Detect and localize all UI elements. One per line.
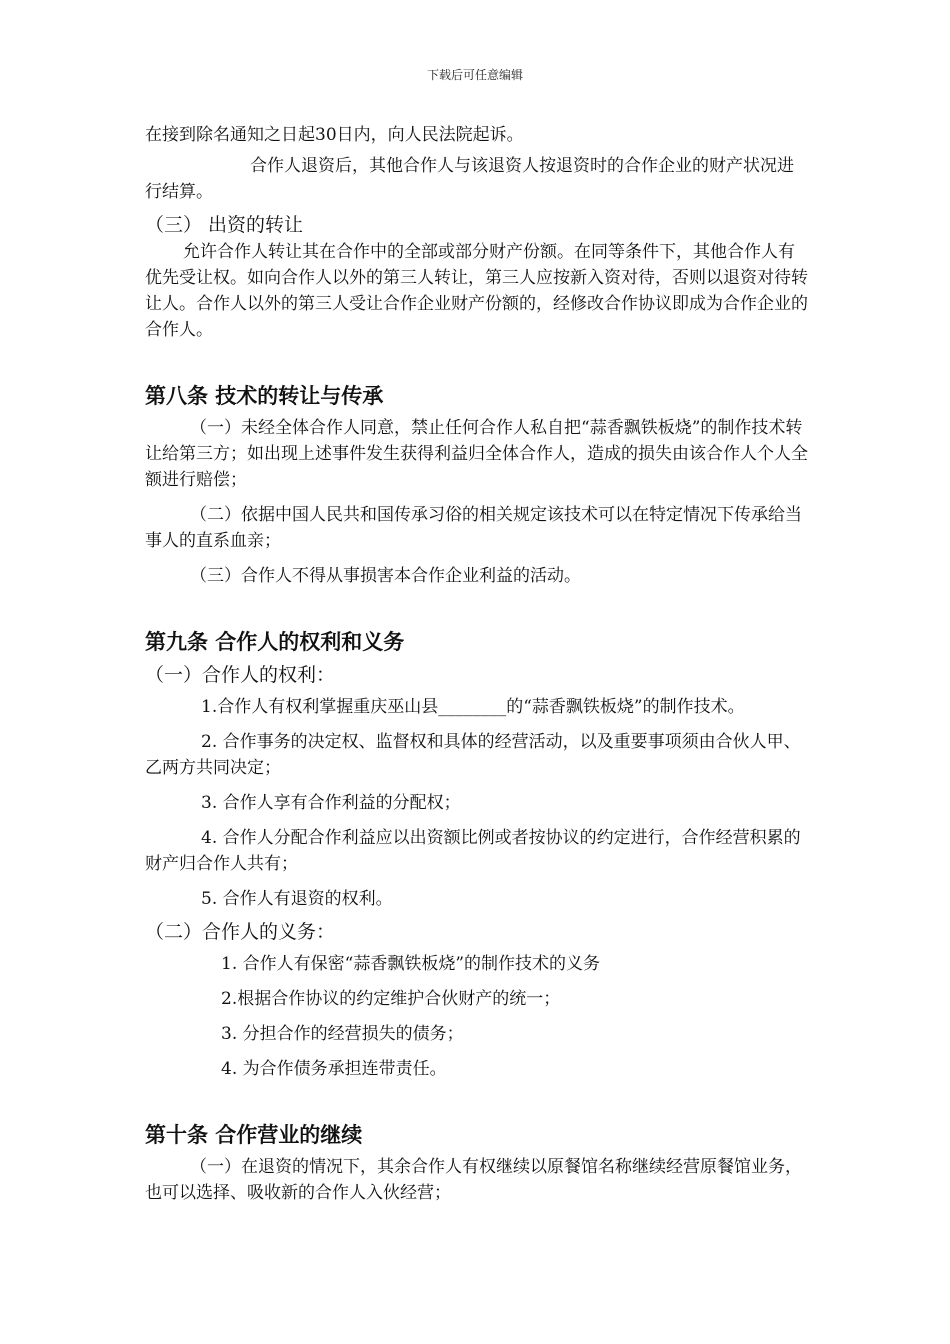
paragraph: （一）在退资的情况下，其余合作人有权继续以原餐馆名称继续经营原餐馆业务，也可以选择、吸收新的合作人入伙经营； xyxy=(145,1157,802,1203)
list-item: 2.根据合作协议的约定维护合伙财产的统一； xyxy=(221,989,561,1009)
subsection-heading: （一）合作人的权利： xyxy=(145,664,336,686)
list-item: 1.合作人有权利掌握重庆巫山县________的“蒜香飘铁板烧”的制作技术。 xyxy=(201,697,745,717)
paragraph: 合作人退资后，其他合作人与该退资人按退资时的合作企业的财产状况进行结算。 xyxy=(145,156,794,202)
article-heading: 第十条 合作营业的继续 xyxy=(145,1123,363,1147)
paragraph: 允许合作人转让其在合作中的全部或部分财产份额。在同等条件下，其他合作人有优先受让权。如向合作人以外的第三人转让，第三人应按新入资对待，否则以退资对待转让人。合作人以外的第三人受让合作企业财产份额的，经修改合作协议即成为合作企业的合作人。 xyxy=(145,242,808,340)
paragraph: （二）依据中国人民共和国传承习俗的相关规定该技术可以在特定情况下传承给当事人的直系血亲； xyxy=(145,505,802,551)
list-item: 3. 分担合作的经营损失的债务； xyxy=(221,1024,464,1044)
subsection-heading: （二）合作人的义务： xyxy=(145,921,336,943)
list-item: 4. 合作人分配合作利益应以出资额比例或者按协议的约定进行，合作经营积累的财产归合作人共有； xyxy=(145,828,801,874)
paragraph: 在接到除名通知之日起30日内，向人民法院起诉。 xyxy=(145,125,524,145)
paragraph: （三）合作人不得从事损害本合作企业利益的活动。 xyxy=(190,566,581,586)
list-item: 2. 合作事务的决定权、监督权和具体的经营活动，以及重要事项须由合伙人甲、乙两方共同决定； xyxy=(145,732,801,778)
page-header: 下载后可任意编辑 xyxy=(426,68,523,82)
document-body xyxy=(145,122,810,1206)
list-item: 3. 合作人享有合作利益的分配权； xyxy=(201,793,461,813)
list-item: 1. 合作人有保密“蒜香飘铁板烧”的制作技术的义务 xyxy=(221,954,601,974)
subsection-heading: （三） 出资的转让 xyxy=(145,214,304,236)
list-item: 4. 为合作债务承担连带责任。 xyxy=(221,1059,447,1079)
article-heading: 第九条 合作人的权利和义务 xyxy=(145,630,405,654)
paragraph: （一）未经全体合作人同意，禁止任何合作人私自把“蒜香飘铁板烧”的制作技术转让给第三方；如出现上述事件发生获得利益归全体合作人，造成的损失由该合作人个人全额进行赔偿； xyxy=(145,418,808,490)
article-heading: 第八条 技术的转让与传承 xyxy=(145,384,384,408)
list-item: 5. 合作人有退资的权利。 xyxy=(201,889,393,909)
